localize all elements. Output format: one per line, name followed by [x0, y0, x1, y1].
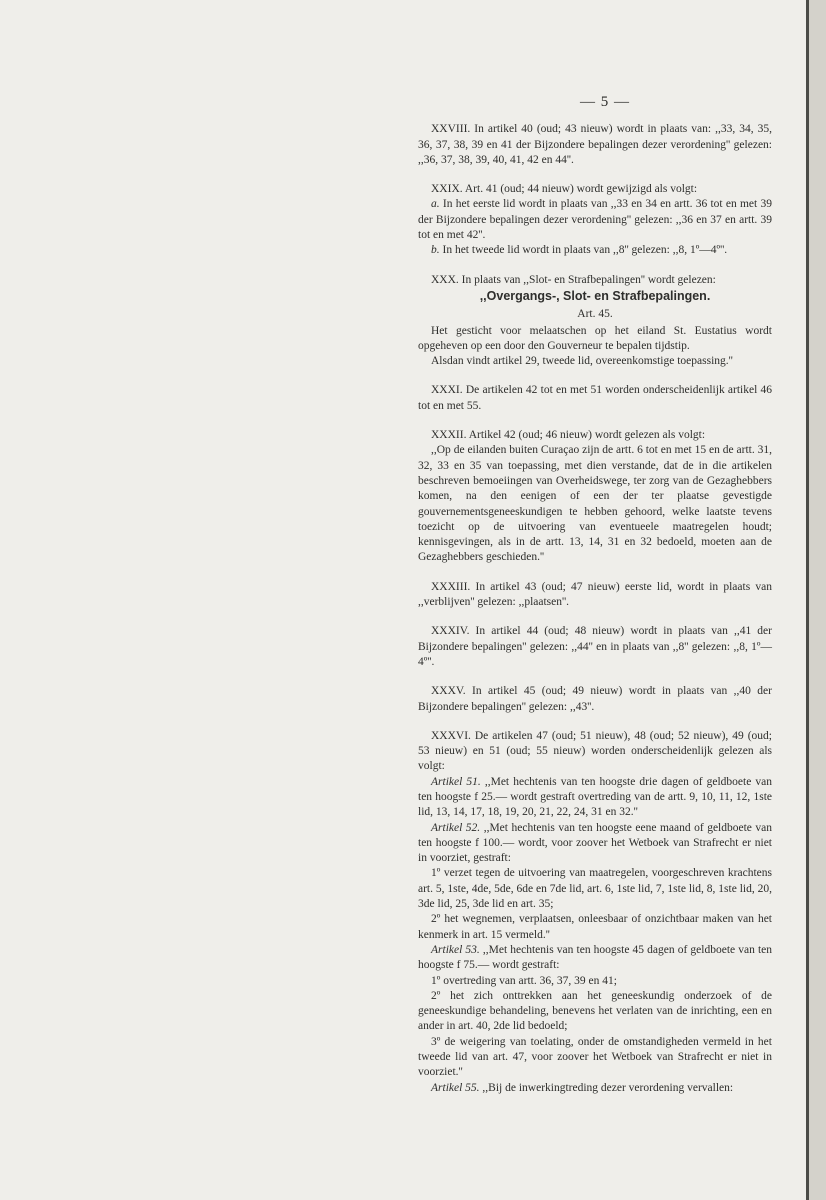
article-55-label: Artikel 55.	[431, 1081, 480, 1094]
paragraph-xxviii: XXVIII. In artikel 40 (oud; 43 nieuw) wordt in plaats van: ,,33, 34, 35, 36, 37, 38, 39 en 41 der Bijzondere bepalingen dezer verordening'' gelezen: ,,36, 37, 38, 39, 40, 41, 42 en 44''.	[418, 123, 772, 166]
item-letter-a: a.	[431, 198, 440, 211]
article-53-item-3: 3º de weigering van toelating, onder de omstandigheden vermeld in het tweede lid van art. 47, voor zoover het Wetboek van Strafrecht er niet in voorziet.''	[418, 1035, 772, 1079]
paragraph-xxix-intro: XXIX. Art. 41 (oud; 44 nieuw) wordt gewijzigd als volgt:	[431, 183, 698, 196]
item-text-a: In het eerste lid wordt in plaats van ,,33 en 34 en artt. 36 tot en met 39 der Bijzondere bepalingen dezer verordening'' gelezen: ,,36 en 37 en artt. 39 tot en met 42''.	[418, 198, 772, 242]
article-53-item-1: 1º overtreding van artt. 36, 37, 39 en 41;	[431, 974, 617, 987]
article-52-item-2: 2º het wegnemen, verplaatsen, onleesbaar of onzichtbaar maken van het kenmerk in art. 15 vermeld.''	[418, 913, 772, 941]
item-text-b: In het tweede lid wordt in plaats van ,,8'' gelezen: ,,8, 1º—4º''.	[439, 244, 728, 257]
article-51-label: Artikel 51.	[431, 775, 481, 788]
article-55	[418, 1081, 772, 1096]
article-55-text: ,,Bij de inwerkingtreding dezer verordening vervallen:	[479, 1081, 734, 1094]
paragraph-xxxii-intro: XXXII. Artikel 42 (oud; 46 nieuw) wordt gelezen als volgt:	[431, 429, 706, 442]
background-strip	[809, 0, 826, 1200]
article-52-label: Artikel 52.	[431, 821, 481, 834]
article-52-text: ,,Met hechtenis van ten hoogste eene maand of geldboete van ten hoogste f 100.— wordt, voor zoover het Wetboek van Strafrecht er niet in voorziet, gestraft:	[418, 821, 773, 865]
article-51-text: ,,Met hechtenis van ten hoogste drie dagen of geldboete van ten hoogste f 25.— wordt gestraft overtreding van de artt. 9, 10, 11, 12, 1ste lid, 13, 14, 17, 18, 19, 20, 21, 22, 24, 31 en 32.''	[418, 775, 773, 819]
article-51	[418, 775, 772, 821]
section-heading: ,,Overgangs-, Slot- en Strafbepalingen.	[479, 288, 711, 303]
article-number: Art. 45.	[577, 308, 613, 321]
article-52-item-1: 1º verzet tegen de uitvoering van maatregelen, voorgeschreven krachtens art. 5, 1ste, 4de, 5de, 6de en 7de lid, art. 6, 1ste lid, 7, 1ste lid, 8, 1ste lid, 20, 3de lid, 25, 3de lid en art. 35;	[418, 867, 772, 911]
article-53-label: Artikel 53.	[431, 943, 480, 956]
paragraph-xxxv: XXXV. In artikel 45 (oud; 49 nieuw) wordt in plaats van ,,40 der Bijzondere bepalingen'' gelezen: ,,43''.	[418, 685, 772, 713]
item-letter-b: b.	[431, 244, 440, 257]
paragraph-xxxiii: XXXIII. In artikel 43 (oud; 47 nieuw) eerste lid, wordt in plaats van ,,verblijven'' gelezen: ,,plaatsen''.	[418, 580, 772, 609]
article-53	[418, 943, 772, 974]
paragraph-xxxiv: XXXIV. In artikel 44 (oud; 48 nieuw) wordt in plaats van ,,41 der Bijzondere bepalingen'' gelezen: ,,44'' en in plaats van ,,8'' gelezen: ,,8, 1º—4º''.	[418, 625, 772, 668]
paragraph-xxx-b: Alsdan vindt artikel 29, tweede lid, overeenkomstige toepassing.''	[431, 355, 733, 368]
paragraph-xxxvi-intro: XXXVI. De artikelen 47 (oud; 51 nieuw), 48 (oud; 52 nieuw), 49 (oud; 53 nieuw) en 51 (oud; 55 nieuw) worden onderscheidenlijk gelezen als volgt:	[418, 729, 772, 773]
text-column	[418, 95, 772, 1096]
paragraph-xxix-b	[418, 243, 772, 258]
paragraph-xxix-a	[418, 197, 772, 243]
page-number: — 5 —	[580, 94, 630, 110]
paragraph-xxxii-body: ,,Op de eilanden buiten Curaçao zijn de artt. 6 tot en met 15 en de artt. 31, 32, 33 en 35 van toepassing, met dien verstande, dat de in die artikelen beschreven bemoeiingen van Overheidswege, ter zorg van de Gezaghebbers komen, na den eenigen of een der ter plaatse gevestigde gouvernementsgeneeskundigen te hebben gehoord, welke laatste tevens toezicht op de uitvoering van eventueele maatregelen houdt; kennisgevingen, als in de artt. 13, 14, 31 en 32 bedoeld, moeten aan de Gezaghebbers geschieden.''	[418, 444, 772, 564]
paragraph-xxx: XXX. In plaats van ,,Slot- en Strafbepalingen'' wordt gelezen:	[431, 273, 716, 286]
paragraph-xxxi: XXXI. De artikelen 42 tot en met 51 worden onderscheidenlijk artikel 46 tot en met 55.	[418, 384, 772, 412]
paragraph-xxx-a: Het gesticht voor melaatschen op het eiland St. Eustatius wordt opgeheven op een door den Gouverneur te bepalen tijdstip.	[418, 324, 772, 352]
article-52	[418, 821, 772, 867]
article-53-text: ,,Met hechtenis van ten hoogste 45 dagen of geldboete van ten hoogste f 75.— wordt gestraft:	[418, 943, 772, 972]
article-53-item-2: 2º het zich onttrekken aan het geneeskundig onderzoek of de geneeskundige behandeling, benevens het verlaten van de inrichting, een en ander in art. 40, 2de lid bedoeld;	[418, 989, 772, 1033]
